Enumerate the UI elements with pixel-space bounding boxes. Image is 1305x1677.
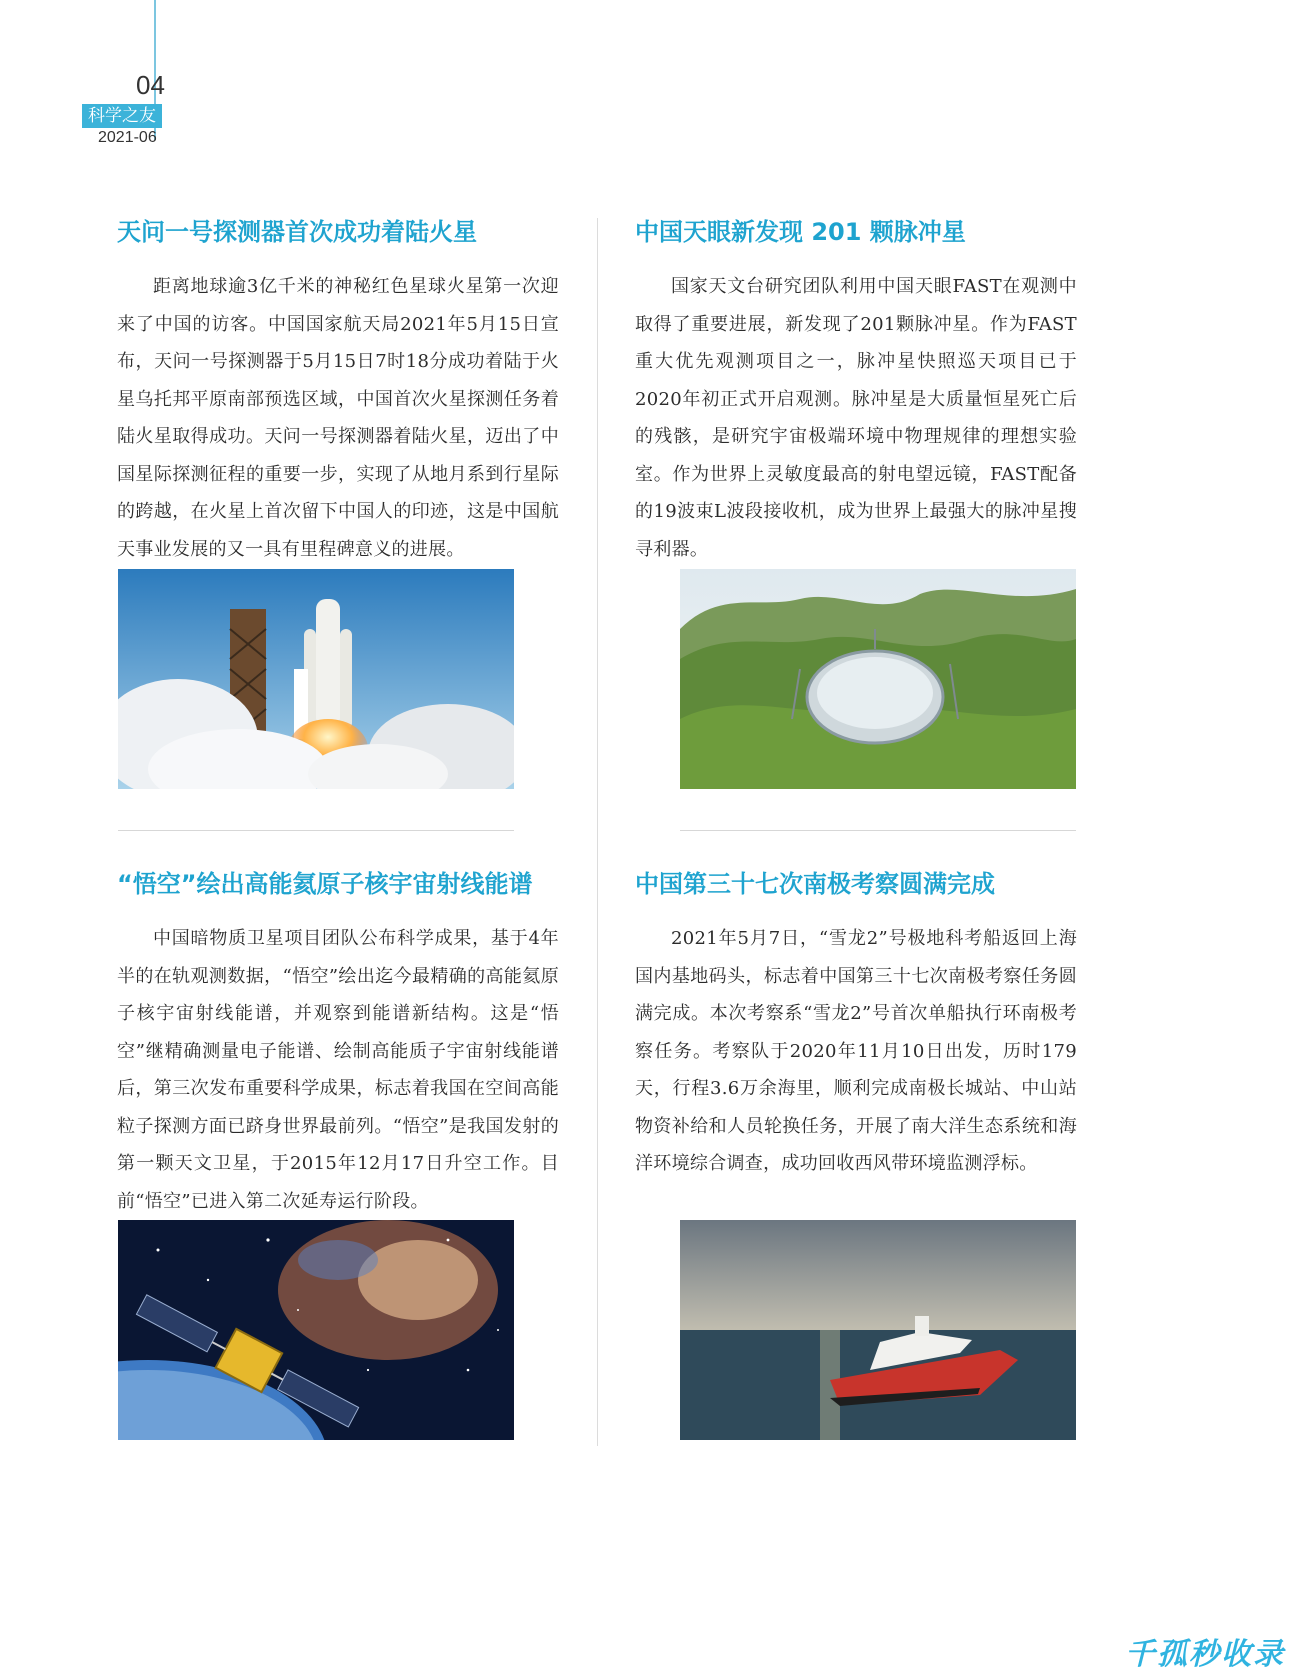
article-fast (635, 216, 1077, 568)
separator (680, 830, 1076, 831)
article-body: 2021年5月7日，“雪龙2”号极地科考船返回上海国内基地码头，标志着中国第三十七次南极考察任务圆满完成。本次考察系“雪龙2”号首次单船执行环南极考察任务。考察队于2020年11月10日出发，历时179天，行程3.6万余海里，顺利完成南极长城站、中山站物资补给和人员轮换任务，开展了南大洋生态系统和海洋环境综合调查，成功回收西风带环境监测浮标。 (635, 928, 1077, 1174)
article-body: 距离地球逾3亿千米的神秘红色星球火星第一次迎来了中国的访客。中国国家航天局2021年5月15日宣布，天问一号探测器于5月15日7时18分成功着陆于火星乌托邦平原南部预选区域，中国首次火星探测任务着陆火星取得成功。天问一号探测器着陆火星，迈出了中国星际探测征程的重要一步，实现了从地月系到行星际的跨越，在火星上首次留下中国人的印迹，这是中国航天事业发展的又一具有里程碑意义的进展。 (117, 276, 559, 560)
fast-telescope-photo (680, 569, 1076, 789)
page-number: 04 (136, 70, 165, 100)
wukong-satellite-photo (118, 1220, 514, 1440)
column-divider (597, 218, 598, 1446)
article-title: “悟空”绘出高能氦原子核宇宙射线能谱 (117, 870, 533, 898)
separator (118, 830, 514, 831)
article-tianwen (117, 216, 559, 568)
article-body: 国家天文台研究团队利用中国天眼FAST在观测中取得了重要进展，新发现了201颗脉冲星。作为FAST重大优先观测项目之一，脉冲星快照巡天项目已于2020年初正式开启观测。脉冲星是大质量恒星死亡后的残骸，是研究宇宙极端环境中物理规律的理想实验室。作为世界上灵敏度最高的射电望远镜，FAST配备的19波束L波段接收机，成为世界上最强大的脉冲星搜寻利器。 (635, 276, 1077, 560)
site-watermark: 千孤秒收录 (1125, 1637, 1285, 1672)
issue-date: 2021-06 (98, 129, 157, 146)
article-body: 中国暗物质卫星项目团队公布科学成果，基于4年半的在轨观测数据，“悟空”绘出迄今最精确的高能氦原子核宇宙射线能谱，并观察到能谱新结构。这是“悟空”继精确测量电子能谱、绘制高能质子宇宙射线能谱后，第三次发布重要科学成果，标志着我国在空间高能粒子探测方面已跻身世界最前列。“悟空”是我国发射的第一颗天文卫星，于2015年12月17日升空工作。目前“悟空”已进入第二次延寿运行阶段。 (117, 928, 559, 1212)
article-title: 中国第三十七次南极考察圆满完成 (635, 870, 995, 898)
article-wukong (117, 868, 559, 1220)
article-title: 中国天眼新发现 201 颗脉冲星 (635, 218, 966, 246)
article-title: 天问一号探测器首次成功着陆火星 (117, 218, 477, 246)
rocket-launch-photo (118, 569, 514, 789)
magazine-name-badge: 科学之友 (82, 104, 162, 128)
xuelong2-ship-photo (680, 1220, 1076, 1440)
article-antarctic (635, 868, 1077, 1183)
